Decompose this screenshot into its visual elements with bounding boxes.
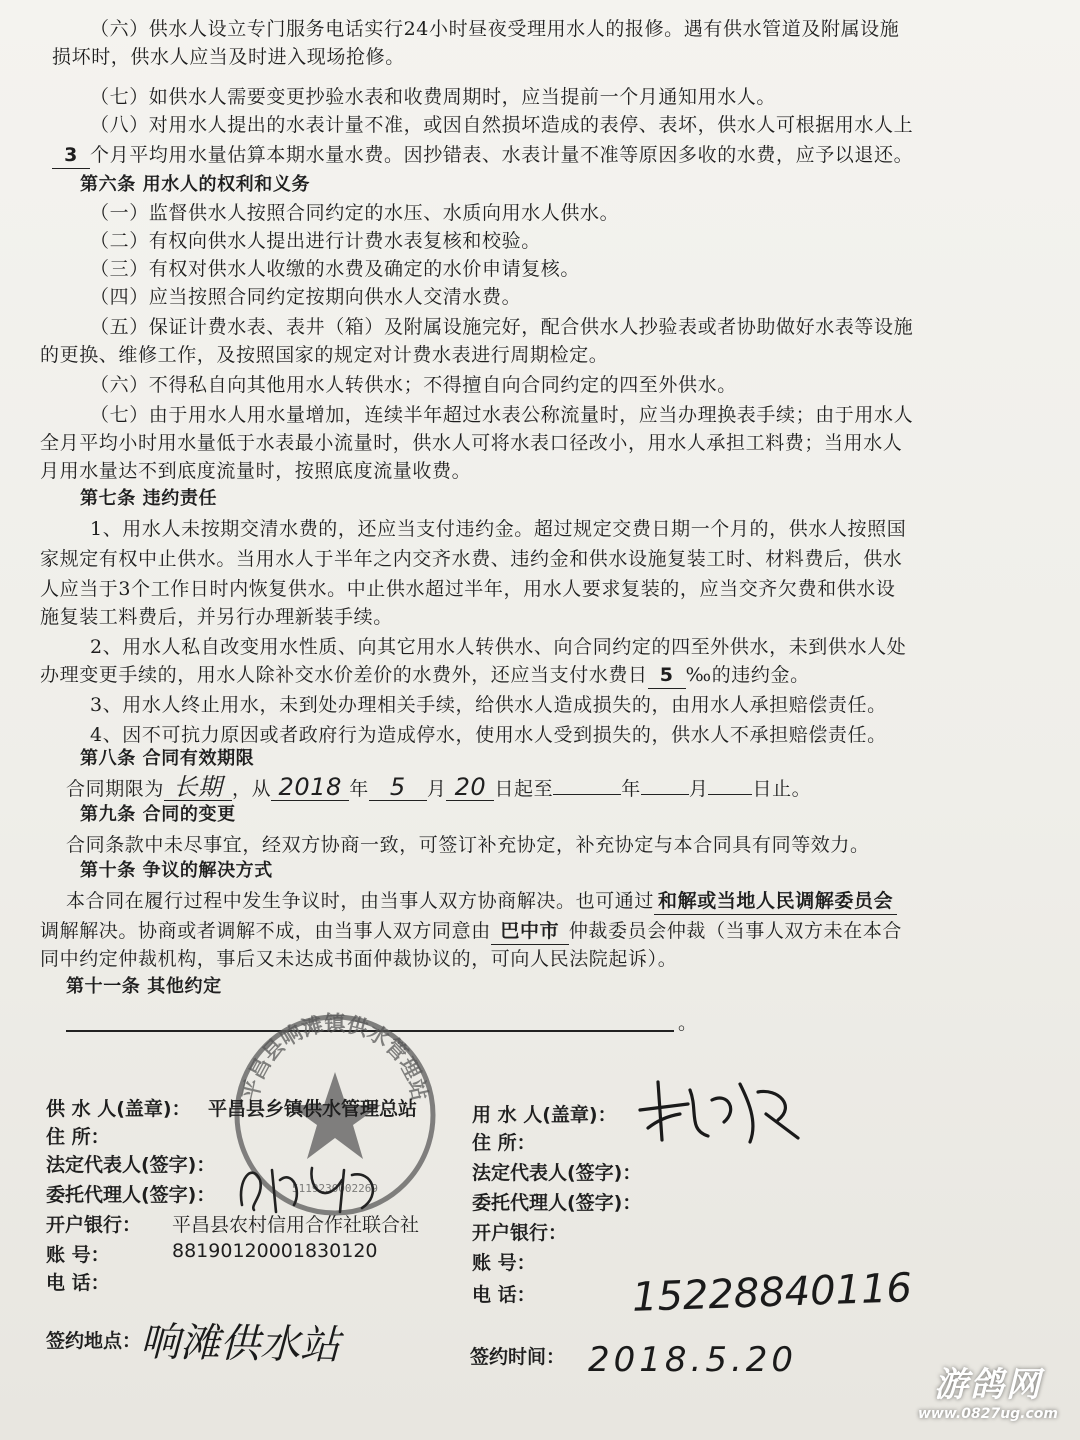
art6-item7-line3: 月用水量达不到底度流量时，按照底度流量收费。	[40, 460, 472, 482]
art7-item2-suffix: ‰的违约金。	[685, 664, 810, 686]
day-to-label: 日起至	[494, 778, 554, 800]
art6-item5-line1: （五）保证计费水表、表井（箱）及附属设施完好，配合供水人抄验表或者协助做好水表等设施	[90, 316, 914, 338]
watermark-brand: 游鸽网	[934, 1365, 1042, 1405]
art6-item3: （三）有权对供水人收缴的水费及确定的水价申请复核。	[90, 258, 581, 280]
supplier-account: 88190120001830120	[172, 1240, 378, 1262]
site-watermark	[918, 1357, 1058, 1422]
penalty-rate-fill: 5	[648, 662, 686, 689]
term-prefix: 合同期限为	[66, 778, 165, 800]
start-month: 5	[369, 774, 427, 801]
supplier-bank-label: 开户银行：	[46, 1214, 142, 1236]
user-rep-label: 法定代表人(签字)：	[472, 1162, 642, 1184]
article6-heading: 第六条 用水人的权利和义务	[80, 174, 311, 195]
art10-line3: 同中约定仲裁机构，事后又未达成书面仲裁协议的，可向人民法院起诉）。	[40, 948, 678, 970]
art7-item2-line1: 2、用水人私自改变用水性质、向其它用水人转供水、向合同约定的四至外供水，未到供水人处	[90, 636, 907, 658]
art6-item4: （四）应当按照合同约定按期向供水人交清水费。	[90, 286, 522, 308]
watermark-url: www.0827ug.com	[918, 1406, 1058, 1422]
art6-item2: （二）有权向供水人提出进行计费水表复核和校验。	[90, 230, 541, 252]
user-account-label: 账 号：	[472, 1252, 536, 1274]
end-month-blank	[641, 794, 689, 795]
art7-item2-text: 办理变更手续的，用水人除补交水价差价的水费外，还应当支付水费日	[40, 664, 648, 686]
seal-number: 5119230002269	[291, 1182, 379, 1195]
supplier-account-label: 账 号：	[46, 1244, 110, 1266]
year-label: 年	[349, 778, 369, 800]
art5-item7: （七）如供水人需要变更抄验水表和收费周期时，应当提前一个月通知用水人。	[90, 86, 777, 108]
term-handwritten: 长期	[164, 774, 232, 801]
signing-time-label: 签约时间：	[470, 1346, 566, 1368]
start-day: 20	[446, 774, 494, 801]
article9-text: 合同条款中未尽事宜，经双方协商一致，可签订补充协定，补充协定与本合同具有同等效力。	[66, 834, 870, 856]
end-year-blank	[553, 794, 621, 795]
supplier-agent-label: 委托代理人(签字)：	[46, 1184, 216, 1206]
user-address-label: 住 所：	[472, 1132, 536, 1154]
art5-item8-rest: 个月平均用水量估算本期水量水费。因抄错表、水表计量不准等原因多收的水费，应予以退还。	[90, 144, 914, 166]
user-bank-label: 开户银行：	[472, 1222, 568, 1244]
end-day-blank	[708, 794, 752, 795]
signing-time-handwritten: 2018.5.20	[588, 1340, 798, 1380]
signing-place-handwritten: 响滩供水站	[139, 1319, 341, 1369]
art5-item8-line2	[52, 142, 1048, 169]
user-party-label: 用 水 人(盖章)：	[472, 1104, 617, 1126]
supplier-name: 平昌县乡镇供水管理总站	[208, 1098, 418, 1120]
article8-heading: 第八条 合同有效期限	[80, 748, 255, 769]
art5-item6-line1: （六）供水人设立专门服务电话实行24小时昼夜受理用水人的报修。遇有供水管道及附属设施	[90, 18, 900, 40]
supplier-agent-signature	[232, 1150, 392, 1220]
contract-term-line	[66, 774, 1048, 802]
user-phone-label: 电 话：	[472, 1284, 536, 1306]
art6-item6: （六）不得私自向其他用水人转供水；不得擅自向合同约定的四至外供水。	[90, 374, 737, 396]
months-fill: 3	[52, 142, 90, 169]
art10-line2	[40, 918, 1048, 945]
art7-item1-line3: 人应当于3个工作日时内恢复供水。中止供水超过半年，用水人要求复装的，应当交齐欠费和供水设	[40, 578, 896, 600]
supplier-party-label: 供 水 人(盖章)：	[46, 1098, 191, 1120]
article9-heading: 第九条 合同的变更	[80, 804, 236, 825]
month-label: 月	[426, 778, 447, 800]
art10-line2-rest: 仲裁委员会仲裁（当事人双方未在本合	[568, 920, 903, 942]
user-phone-handwritten: 15228840116	[631, 1265, 913, 1321]
art5-item6-line2: 损坏时，供水人应当及时进入现场抢修。	[52, 46, 405, 68]
start-year: 2018	[271, 774, 349, 801]
other-terms-end: 。	[678, 1012, 698, 1034]
art7-item3: 3、用水人终止用水，未到处办理相关手续，给供水人造成损失的，由用水人承担赔偿责任。	[90, 694, 887, 716]
supplier-phone-label: 电 话：	[46, 1272, 110, 1294]
article10-heading: 第十条 争议的解决方式	[80, 860, 273, 881]
art7-item2-line2	[40, 662, 1048, 689]
article11-heading: 第十一条 其他约定	[66, 976, 222, 997]
arbitration-city-fill: 巴中市	[491, 918, 569, 945]
art6-item5-line2: 的更换、维修工作，及按照国家的规定对计费水表进行周期检定。	[40, 344, 609, 366]
signing-place-label: 签约地点：	[46, 1330, 142, 1352]
article7-heading: 第七条 违约责任	[80, 488, 218, 509]
art7-item1-line1: 1、用水人未按期交清水费的，还应当支付违约金。超过规定交费日期一个月的，供水人按照国	[90, 518, 907, 540]
art6-item1: （一）监督供水人按照合同约定的水压、水质向用水人供水。	[90, 202, 620, 224]
art7-item4: 4、因不可抗力原因或者政府行为造成停水，使用水人受到损失的，供水人不承担赔偿责任。	[90, 724, 887, 746]
end-year-label: 年	[621, 778, 641, 800]
user-agent-label: 委托代理人(签字)：	[472, 1192, 642, 1214]
supplier-rep-label: 法定代表人(签字)：	[46, 1154, 216, 1176]
art6-item7-line2: 全月平均小时用水量低于水表最小流量时，供水人可将水表口径改小，用水人承担工料费；当用水人	[40, 432, 903, 454]
supplier-address-label: 住 所：	[46, 1126, 110, 1148]
seal-text: 平昌县响滩镇供水管理站	[238, 1011, 432, 1103]
end-day-label: 日止。	[752, 778, 812, 800]
art10-line2-text: 调解解决。协商或者调解不成，由当事人双方同意由	[40, 920, 491, 942]
art7-item1-line2: 家规定有权中止供水。当用水人于半年之内交齐水费、违约金和供水设施复装工时、材料费后，供水	[40, 548, 903, 570]
art5-item8-line1: （八）对用水人提出的水表计量不准，或因自然损坏造成的表停、表坏，供水人可根据用水人上	[90, 114, 914, 136]
art6-item7-line1: （七）由于用水人用水量增加，连续半年超过水表公称流量时，应当办理换表手续；由于用水人	[90, 404, 914, 426]
supplier-bank: 平昌县农村信用合作社联合社	[172, 1214, 420, 1236]
art10-line1-text: 本合同在履行过程中发生争议时，由当事人双方协商解决。也可通过	[66, 890, 655, 912]
art7-item1-line4: 施复装工料费后，并另行办理新装手续。	[40, 606, 393, 628]
art10-line1	[66, 888, 1048, 915]
mediation-fill: 和解或当地人民调解委员会	[654, 888, 897, 915]
user-signature	[628, 1070, 808, 1150]
term-from: ，从	[232, 778, 272, 800]
end-month-label: 月	[688, 778, 709, 800]
